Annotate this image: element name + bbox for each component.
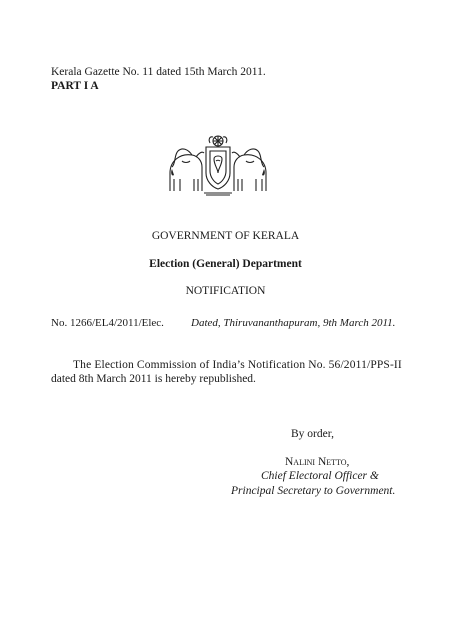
body-line-1: The Election Commission of India’s Notification No. 56/2011/PPS-II — [73, 359, 402, 371]
government-heading: GOVERNMENT OF KERALA — [151, 230, 300, 242]
reference-number: No. 1266/EL4/2011/Elec. — [51, 317, 164, 329]
by-order: By order, — [291, 428, 334, 440]
signatory-title-2: Principal Secretary to Government. — [231, 485, 396, 497]
dated-place: Dated, Thiruvananthapuram, 9th March 2011. — [191, 317, 396, 329]
department-heading: Election (General) Department — [149, 258, 302, 270]
document-type: NOTIFICATION — [185, 285, 266, 297]
gazette-header: Kerala Gazette No. 11 dated 15th March 2011. — [51, 66, 266, 78]
signatory-title-1: Chief Electoral Officer & — [261, 470, 379, 482]
signatory-name: Nalini Netto, — [285, 456, 350, 468]
part-label: PART I A — [51, 80, 99, 92]
kerala-state-emblem-icon — [166, 133, 270, 197]
body-line-2: dated 8th March 2011 is hereby republished. — [51, 373, 256, 385]
